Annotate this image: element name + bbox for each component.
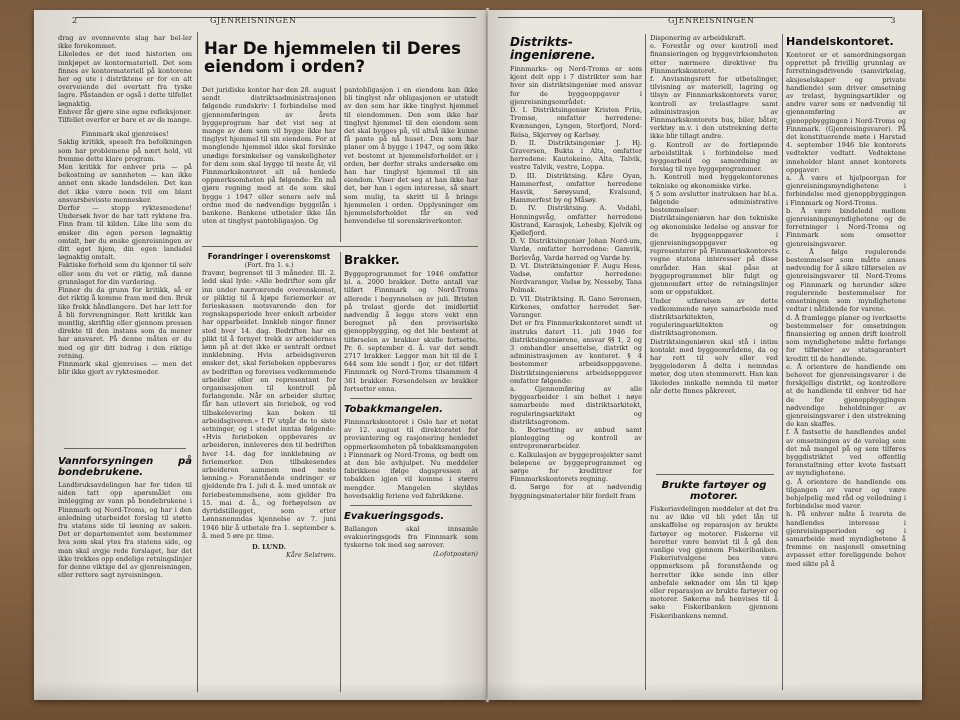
- distrikts-intro: Finnmarks- og Nord-Troms er som kjent delt opp i 7 distrikter som har hver sin distriktsingeniør med ansvar for de byggeoppgaver i gjenreisningsområdet:: [510, 65, 642, 106]
- brakker-body: Byggeprogrammet for 1946 omfatter bl. a. 2000 brakker. Dette antall var tilført Finnmark og Nord-Troms allerede i begynnelsen av juli. Bristen på trelast gjorde det imidlertid nødvendig å legge store vekt enn beregnet på den provisoriske gjenoppbygging, og det ble bestemt at tilførselen av brakker skulle fortsette. Pr. 6. september d. å. var det sendt 2717 brakker. Legger man hit til de 1 644 som ble sendt i fjor, er det tilført Finnmark og Nord-Troms tilsammen 4 361 brakker. Forsendelsen av brakker fortsetter enna.: [344, 270, 478, 393]
- paragraph: Faktiske forhold som du kjenner til selv eller som du vet er riktig, må danne grunnlaget for din vurdering.: [58, 261, 192, 286]
- district-item: D. VII. Distriktsing. R. Gano Sørensen, Kirkenes, omfatter herredet Sør-Varanger.: [510, 294, 642, 320]
- water-article: [58, 454, 192, 690]
- paragraph: Disponering av arbeidskraft.: [650, 34, 746, 42]
- handel-title: Handelskontoret.: [786, 35, 894, 48]
- divider: [350, 398, 472, 399]
- duty-item: b. Bortsetting av anbud samt planlegging og kontroll av entreprenørarbeider.: [510, 425, 642, 451]
- paragraph: Finnmark skal gjenreises — men det blir ikke gjort av ryktesmeder.: [58, 359, 192, 377]
- distrikts-article: [510, 34, 642, 690]
- divider: [202, 246, 478, 247]
- handel-item: f. Å fastsette de handlendes andel av omsetningen av de varelag som det må mangel på og som tilføres byggdistriktet ved offentlig foranstaltning etter kvote fastsatt av myndighetene.: [786, 428, 906, 478]
- forandringer-article: [202, 252, 336, 692]
- paragraph: Saklig kritikk, speselt fra befolkningen som har problemene på nært hold, vil fremme dette klare program.: [58, 138, 192, 163]
- handel-item: g. Å orientere de handlende om tilgangen av varer og være behjelpelig med råd og veiledning i forbindelse med varer.: [786, 477, 906, 511]
- column-rule: [645, 34, 646, 690]
- duty-item: a. Gjennomføring av alle byggearbeider i sin helhet i nøye samarbeide med distriktsarkitekt, reguleringsarkitekt og distriktsagronom.: [510, 384, 642, 426]
- paragraph: Finner du da grunn for kritikk, så er det riktig å komme fram med den. Bruk like frekk håndlangere. Det har lett for å bli forvrengninger. Rett kritikk kan muntlig, skriftlig eller gjennom pressen direkte til den instans som da mener har ansvaret. På denne måten er du med og gir ditt bidrag i den riktige retning.: [58, 286, 192, 360]
- distrikts-after: Det er fra Finnmarkskontoret sendt ut instruks datert 11. juli 1946 for distriktsingeniørene, ansvar §§ 1, 2 og 3 omhandler ansettelse, distrikt og administrasjonen av kontoret. § 4 bestemmer arbeidsoppgavene. Distriktsingeniørens arbeidsoppgaver omfatter følgende:: [510, 319, 642, 385]
- district-item: D. III. Distriktsing. Kåre Oyan, Hammerfest, omfatter herredene Hasvik, Sørøysund, Kvalsund, Hammerfest by og Måsøy.: [510, 171, 642, 205]
- district-item: D. I. Distriktsingeniør Kristen Friis, Tromsø, omfatter herredene: Kvænangen, Lyngen, Storfjord, Nord-Reisa, Skjervøy og Karlsøy.: [510, 106, 642, 139]
- hjemmel-body-2: pantobligasjon i en eiendom kan ikke bli tinglyst når obligasjonen er utstedt av den som har ikke tinglyst hjemmel til eiendommen. Den som ikke har tinglyst hjemmel til den eiendom som det skal bygges på, vil altså ikke kunne få pante på nå huset. Den som har planer om å bygge i 1947, og som ikke vet bestemt at hjemmelsforholdet er i orden, bør derfor straks undersøke om han har tinglyst hjemmel til sin eiendom. Viser det seg at han ikke har det, bør han i egen interesse, så snart som mulig, ta skritt til å bringe hjemmelen i orden. Opplysninger om hjemmelsforholdet får en ved henvendelse til sorenskriverkontor.: [344, 86, 478, 226]
- handel-item: a. Å være et hjelpeorgan for gjenreisningsmyndighetene i forbindelse med gjenoppbyggingen i Finnmark og Nord-Troms.: [786, 174, 906, 207]
- column-rule: [782, 34, 783, 690]
- district-item: D. II. Distriktsingeniør J. Hj. Graversen, Bukta i Alta, omfatter herredene: Kautokeino, Alta, Talvik, vestre Talvik, vestre, Loppa.: [510, 138, 642, 172]
- column-rule: [197, 32, 198, 692]
- paragraph: Derfor — stopp ryktesmedene! Undersøk hvor de har tatt ryktene fra. Finn fram til kilden. Like lite som du ønsker din egen person løgnaktig omtalt, bør du ønske gjenreisningen av ditt eget hjem, din egen landsdel løgnaktig omtalt.: [58, 204, 192, 262]
- duty-item: d. Sørge for at nødvendig byggningsmaterialer blir fordelt fram: [510, 483, 642, 500]
- handel-item: b. Å være bindeledd mellom gjenreisningsmyndighetene og de forretninger i Nord-Troms og Finnmark som omsetter gjenreisingsvarer.: [786, 206, 906, 248]
- page-shadow: [34, 682, 486, 700]
- paragraph: Under utførelsen av dette vedkommende nøye samarbeide med distriktsarkitekten, reguleringsarkitekten og distriktsagronomen.: [650, 296, 778, 338]
- water-article-body: Landbruksavdelingen har for tiden til siden tatt opp spørsmålet om innlegging av vann på bondebrukene i Finnmark og Nord-Troms, og har i den anledning utarbeidet forslag til støtte fra statens side til løsning av saken. Det er departementet som bestemmer hva som skal ytes fra statens side, og man skal avgje rede forslaget, har det ikke trekkes opp endelige retningslinjer for denne viktige del av gjenreisningen, eller rettere sagt nyreisningen.: [58, 481, 192, 580]
- paragraph: Distriktsingeniøren har den tekniske og økonomiske ledelse og ansvar for de byggeoppgaver i gjenreisningsoppgaver og representerer på Finnmarkskontorets vegne statens interesser på disse områder. Han skal påse at byggeprogrammet blir fulgt og gjennomført etter de retningslinjer som er oppstukket.: [650, 214, 778, 297]
- running-title-right: GJENREISNINGEN: [668, 16, 755, 25]
- hjemmel-body-1: Det juridiske kontor har den 28. august sendt distriktsadministrasjonen følgende rundskriv: I forbindelse med gjennomføringen av årets byggeprogram har det vist seg at mange av dem som vil bygge ikke har tinglyst hjemmel til sin eiendom. For at manglende hjemmel ikke skal forsinke unødige forsinkelser og vanskeligheter for dem som skal bygge til neste år, vil Finnmarkskontoret alt nå henlede oppmerksomheten på følgende: En må gjøre regning med at de som skal bygge i 1947 eller senere selv må ordne med de nødvendige byggelån i bankene. Bankene utbetaler ikke lån uten at tinglyst pantobligasjon. Og: [202, 86, 336, 226]
- brukte-title: Brukte fartøyer og motorer.: [661, 480, 767, 502]
- paragraph: f. Anvisningsrett for utbetalinger, tilvisning av materiell, lagring og tilsyn av Finnmarkskontorets varer, kontroll av trelastlagre samt administrasjon av Finnmarkskontorets hus, biler, båter, verktøy m.v. i den utstrekning dette ikke blir tillagt andre.: [650, 75, 778, 141]
- handel-intro: Kontoret er et samordningsorgan opprettet på frivillig grunnlag av forretningsdrivende (samvirkelag, aksjeselskaper og private handlende) som driver omsetning av trelast, bygningsartikler og andre varer som er nødvendig til gjennomføring av gjenoppbyggingen i Nord-Troms og Finnmark. (Gjenreisingsvarer). På det konstituerende møte i Harstad 4. september 1946 ble kontorets vedtekter vedtatt. Vedtektene inneholder blant annet kontorets oppgaver:: [786, 51, 906, 174]
- left-column-2: [202, 86, 336, 242]
- forandringer-title: Forandringer i overenskomst: [207, 252, 331, 261]
- right-column-2: [650, 34, 778, 470]
- column-rule: [340, 86, 341, 242]
- paragraph: Men kritikk for enhver pris — på bekostning av sannheten — kan ikke annet enn skade landsdelen. Det kan det ikke være noen tvil om blant ansvarsbevisste mennesker.: [58, 163, 192, 204]
- running-title-left: GJENREISNINGEN: [210, 16, 297, 25]
- paragraph-slogan: Finnmark skal gjenreises!: [81, 130, 169, 139]
- forandringer-continued: (Fort. fra 1. s.): [244, 261, 294, 269]
- brukte-body: Fiskeriavdelingen meddeler at det fra nu av ikke vil bli ydet lån til anskaffelse og reparasjon av brukte fartøyer og motorer. Fiskerne vil heretter være henvist til å gå den vanlige veg gjennom Fiskeribanken. Fiskeriutvalgene bes være oppmerksom på foranstående og herretter ikke sende inn eller anbefale søknader om lån til kjøp eller reparasjon av brukte fartøyer og motorer. Søkerne må henvises til å søke Fiskeribanken gjennom Fiskeribankens nemnd.: [650, 505, 778, 620]
- handel-article: [786, 34, 906, 690]
- paragraph: h. Kontroll med byggekontorenes tekniske og økonomiske virke.: [650, 173, 778, 190]
- paragraph: drag av ovennevnte slag har bel-ler ikke forekommet.: [58, 34, 192, 51]
- tobakk-title: Tobakkmangelen.: [344, 404, 443, 416]
- page-number-left: 2: [72, 16, 78, 25]
- duty-item: c. Kalkulasjon av byggeprosjekter samt beløpene av byggeprogrammet og sørge for kredittrer for Finnmarkskontorets regning.: [510, 450, 642, 484]
- page-shadow: [488, 682, 922, 700]
- paragraph: § 5 som avslutter instruksen har bl.a. følgende administrative bestemmelser:: [650, 189, 778, 215]
- handel-item: e. Å orientere de handlende om behovet for gjenreisingsvarer i de forskjellige distrikt, og kontrollere at de handlende til enhver tid har de for gjenoppbyggingen nødvendige beholdninger av gjenreisingsvarer i den utstrekning de kan skaffes.: [786, 362, 906, 429]
- divider: [350, 505, 472, 506]
- evak-source: (Lofotposten): [433, 549, 478, 558]
- left-page: [34, 10, 486, 700]
- divider: [64, 448, 186, 449]
- running-head-left: [72, 16, 476, 25]
- handel-item: h. På enhver måte å ivareta de handlendes interesse i gjenreisingsperioden og i samarbeide med myndighetene å fremme en nasjonell omsetning avpasset etter foreliggende behov med sikte på å: [786, 510, 906, 568]
- signature: D. LUND.: [252, 542, 286, 551]
- water-article-title: Vannforsyningen på bondebrukene.: [58, 456, 192, 478]
- handel-item: d. Å framlegge planer og iverksette bestemmelser for omsetningen finansiering og annen drift kontroll som myndighetene måtte forlange for tilførsler av statsgarantert kreditt til de handlende.: [786, 313, 906, 363]
- paragraph: e. Forestår og over kontroll med finansieringen og byggevirksomheten etter nærmere direktiver fra Finnmarkskontoret.: [650, 42, 778, 75]
- brukte-article: [650, 478, 778, 690]
- brakker-title: Brakker.: [344, 253, 400, 267]
- district-item: D. VI. Distriktsingeniør F. Augu Hess, Vadsø, omfatter herredene: Nordvaranger, Vadsø by, Nesseby, Tana Polmak.: [510, 261, 642, 295]
- page-number-right: 3: [890, 16, 896, 25]
- column-rule: [340, 252, 341, 692]
- right-page: [488, 10, 922, 700]
- evak-body: Ballangen skal innsamle evakueringsgods fra Finnmark som tyskerne tok med seg sørover.: [344, 525, 478, 550]
- tobakk-body: Finnmarkskontoret i Oslo har et notat av 12. august til direktoratet for proviantering og rasjonering henledet oppmerksomheten på tobakksmangelen i Finnmark og Nord-Troms, og bedt om at den ble avhjulpet. Nu meddeler fabrikkene ifølge dagspressen at tobakken igjen vil komme i større mengder. Mangelen skyldes hovedsaklig feriene ved fabrikkene.: [344, 418, 478, 500]
- district-item: D. V. Distriktsingeniør Johan Nord-um, Vardø, omfatter herredene: Gamvik, Berlevåg, Vardø herred og Vardø by.: [510, 237, 642, 262]
- paragraph: Distriktsingeniøren skal stå i intim kontakt med byggeområdene, da og har rett til selv eller ved byggelederen å delta i nemndas møter, dog uten stemmerett. Han kan likeledes innkalle nemnda til møter når dette finnes påkrevet.: [650, 337, 778, 395]
- left-column-4: [344, 252, 478, 692]
- evak-title: Evakueringsgods.: [344, 511, 445, 523]
- handel-item: c. Å følge regulerende bestemmelser som måtte anses nødvendig for å sikre tilførselen av gjenreisingsvarer til Nord-Troms og Finnmark og herunder sikre regulerende bestemmelser for omsetningen som myndighetene vedtar i nåtidende for varene.: [786, 247, 906, 314]
- district-item: D. IV. Distriktsing. A. Vodahl, Honningsvåg, omfatter herredene Kistrand, Karasjok, Lebesby, Kjelvik og Kjøllefjord.: [510, 204, 642, 238]
- paragraph: g. Kontroll av de fortløpende arbeidstiltak i forbindelse med byggearbeid og samordning av forslag til nye byggeprogrammer.: [650, 140, 778, 174]
- forandringer-body: fravær, begrenset til 3 måneder. Ill. 2. ledd skal lyde: «Alle bedrifter som går inn under nærværende overenskomst, er pliktig til å kjøpe feriemerker av ferieskassen motsvarende den for regnskapsperiode hver enkelt arbeider har opparbeidet. Innkleb ninger finner sted hver 14. dag. Bedriften har en plikt til å fornyet trekk av arbeidernes lønn på at det ikke er sentralt ordnet innklebning. Hvis arbeidsgiveren ønsker det, skal ferieboken oppbevares av bedriften og forevises vedkommende arbeider eller en representant for organisasjonen til kontroll på forlangende. Når en arbeider slutter, får han utlevert sin feriebok, og ved tilbakelevering kan boken til arbeidsgiveren.» I IV utgår de to siste setninger, og i stedet inntas følgende: «Hvis ferieboken oppbevares av arbeideren, innleveres den til bedriften hver 14. dag for innklebning av feriemerker. Den tilbakesendes arbeideren sammen med neste lønning.» Foranstående endringer er gjeldende fra 1. juli d. å. med unntak av feriebestemmelsene, som gjelder fra 15. mai d. å., og forhøyelsen av dyrtidstillegget, som etter Lønnsnemndas kjennelse av 7. juni 1946 blir å utbetale fra 1. september s. å. med 5 øre pr. time.: [202, 269, 336, 540]
- divider: [656, 474, 774, 475]
- left-column-3: [344, 86, 478, 242]
- paragraph: Likeledes er det med historien om innkjøpet av kontormateriell. Det som finnes av kontormateriell på kontorene her og ute i distriktene er for en alt overveiende del overtatt fra tyske lagre. Påstanden er også i dette tilfellet løgnaktig.: [58, 50, 192, 108]
- distrikts-title: Distrikts-ingeniørene.: [510, 35, 596, 62]
- paragraph: Enhver får gjøre sine egne refleksjoner. Tilfellet overfor er bare et av de mange.: [58, 107, 192, 125]
- main-headline: Har De hjemmelen til Deres eiendom i orden?: [204, 39, 461, 76]
- left-column-1: [58, 34, 192, 444]
- running-head-right: [498, 16, 896, 25]
- signature: Kåre Selstrøm.: [285, 551, 336, 560]
